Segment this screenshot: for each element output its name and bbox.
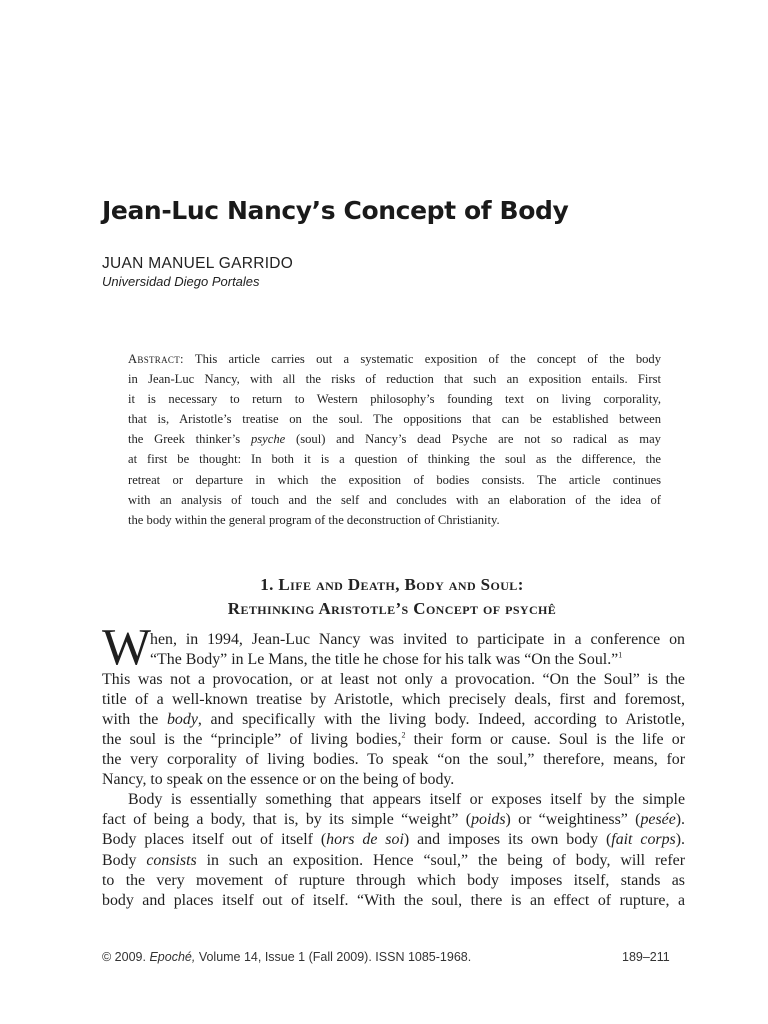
body-line: with the body, and specifically with the living body. Indeed, according to Aristotle, <box>102 711 685 729</box>
author-affiliation: Universidad Diego Portales <box>102 274 260 289</box>
body-line: body and places itself out of itself. “With the soul, there is an effect of rupture, a <box>102 891 685 909</box>
body-line: hen, in 1994, Jean-Luc Nancy was invited to participate in a conference on <box>150 631 685 648</box>
body-line: “The Body” in Le Mans, the title he chose for his talk was “On the Soul.”$^1$ <box>150 650 623 669</box>
body-line: to the very movement of rupture through which body imposes itself, stands as <box>102 871 685 889</box>
body-line: the soul is the “principle” of living bodies,$^2$ their form or cause. Soul is the life or <box>102 730 685 749</box>
abstract <box>128 349 661 530</box>
body-line: the very corporality of living bodies. To speak “on the soul,” therefore, means, for <box>102 751 685 769</box>
journal-name: Epoché, <box>149 950 196 964</box>
body-line: title of a well-known treatise by Aristotle, which precisely deals, first and foremost, <box>102 691 685 709</box>
abstract-label: Abstract: <box>128 352 184 366</box>
body-line: This was not a provocation, or at least not only a provocation. “On the Soul” is the <box>102 671 685 689</box>
body-line: fact of being a body, that is, by its simple “weight” (poids) or “weightiness” (pesée). <box>102 811 686 829</box>
italic-term: psyche <box>250 432 286 447</box>
drop-cap: W <box>102 619 152 676</box>
article-title: Jean-Luc Nancy’s Concept of Body <box>102 196 569 225</box>
abstract-line: retreat or departure in which the exposition of bodies consists. The article continues <box>128 472 661 487</box>
body-text <box>102 630 685 911</box>
abstract-line: it is necessary to return to Western philosophy’s founding text on living corporality, <box>128 392 661 407</box>
abstract-line: in Jean-Luc Nancy, with all the risks of reduction that such an exposition entails. First <box>128 372 661 387</box>
footnote-ref: 1 <box>618 650 623 660</box>
page-range: 189–211 <box>622 950 670 964</box>
copyright-notice: © 2009. Epoché, Volume 14, Issue 1 (Fall 2009). ISSN 1085-1968. <box>102 950 472 964</box>
abstract-line: with an analysis of touch and the self and concludes with an elaboration of the idea of <box>128 492 661 507</box>
abstract-line: the Greek thinker’s psyche (soul) and Nancy’s dead Psyche are not so radical as may <box>128 432 661 447</box>
body-line: Nancy, to speak on the essence or on the being of body. <box>102 771 455 789</box>
body-line: Body is essentially something that appears itself or exposes itself by the simple <box>128 791 685 809</box>
abstract-line: that is, Aristotle’s treatise on the soul. The oppositions that can be established between <box>128 412 661 427</box>
body-line: Body places itself out of itself (hors de soi) and imposes its own body (fait corps). <box>102 831 685 849</box>
abstract-line: at first be thought: In both it is a question of thinking the soul as the difference, the <box>128 452 661 467</box>
abstract-line: the body within the general program of the deconstruction of Christianity. <box>128 512 500 527</box>
body-line: Body consists in such an exposition. Hence “soul,” the being of body, will refer <box>102 851 685 869</box>
section-heading-line-1: 1. Life and Death, Body and Soul: <box>260 575 524 594</box>
author-name: JUAN MANUEL GARRIDO <box>102 255 294 272</box>
abstract-line: Abstract: This article carries out a systematic exposition of the concept of the body <box>128 352 662 366</box>
section-heading-line-2: Rethinking Aristotle’s Concept of psychê <box>227 599 557 618</box>
footnote-ref: 2 <box>401 730 406 740</box>
